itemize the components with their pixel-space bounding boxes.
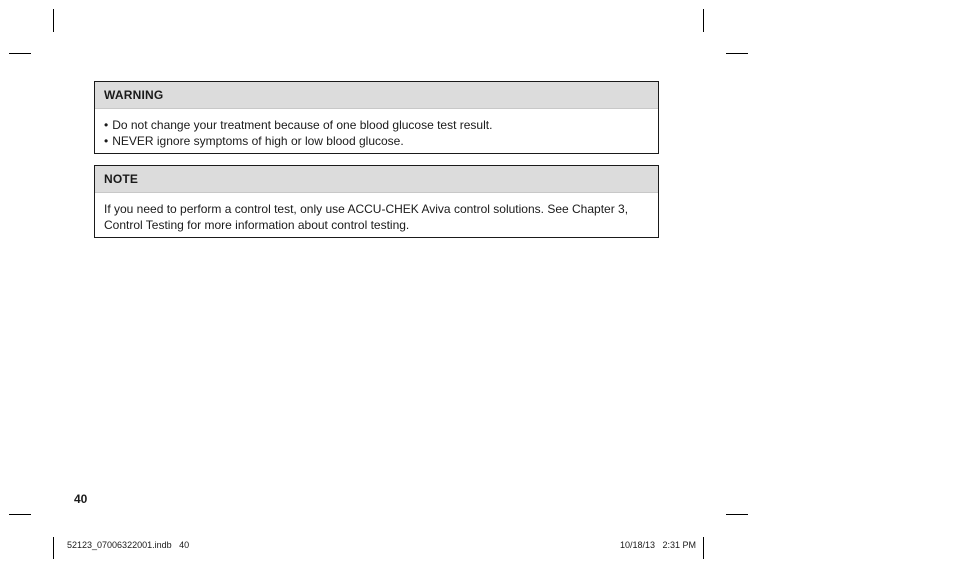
warning-item: • Do not change your treatment because of one blood glucose test result. [104,117,649,133]
print-slug-file: 52123_07006322001.indb 40 [67,540,190,550]
crop-mark-top-left [9,53,31,54]
warning-item: • NEVER ignore symptoms of high or low blood glucose. [104,133,649,149]
crop-mark-top-right [703,9,704,32]
warning-box [94,81,659,154]
crop-mark-bottom-left [9,514,31,515]
crop-mark-top-right [726,53,748,54]
warning-body [95,109,658,155]
warning-heading: WARNING [95,82,658,109]
note-body: If you need to perform a control test, only use ACCU-CHEK Aviva control solutions. See Chapter 3, Control Testing for more information about control testing. [104,202,629,232]
note-box [94,165,659,238]
note-heading: NOTE [95,166,658,193]
crop-mark-bottom-right [703,537,704,559]
crop-mark-top-left [53,9,54,32]
print-slug-datetime: 10/18/13 2:31 PM [620,540,697,550]
crop-mark-bottom-left [53,537,54,559]
page-number: 40 [74,492,88,506]
warning-list [104,117,649,149]
crop-mark-bottom-right [726,514,748,515]
